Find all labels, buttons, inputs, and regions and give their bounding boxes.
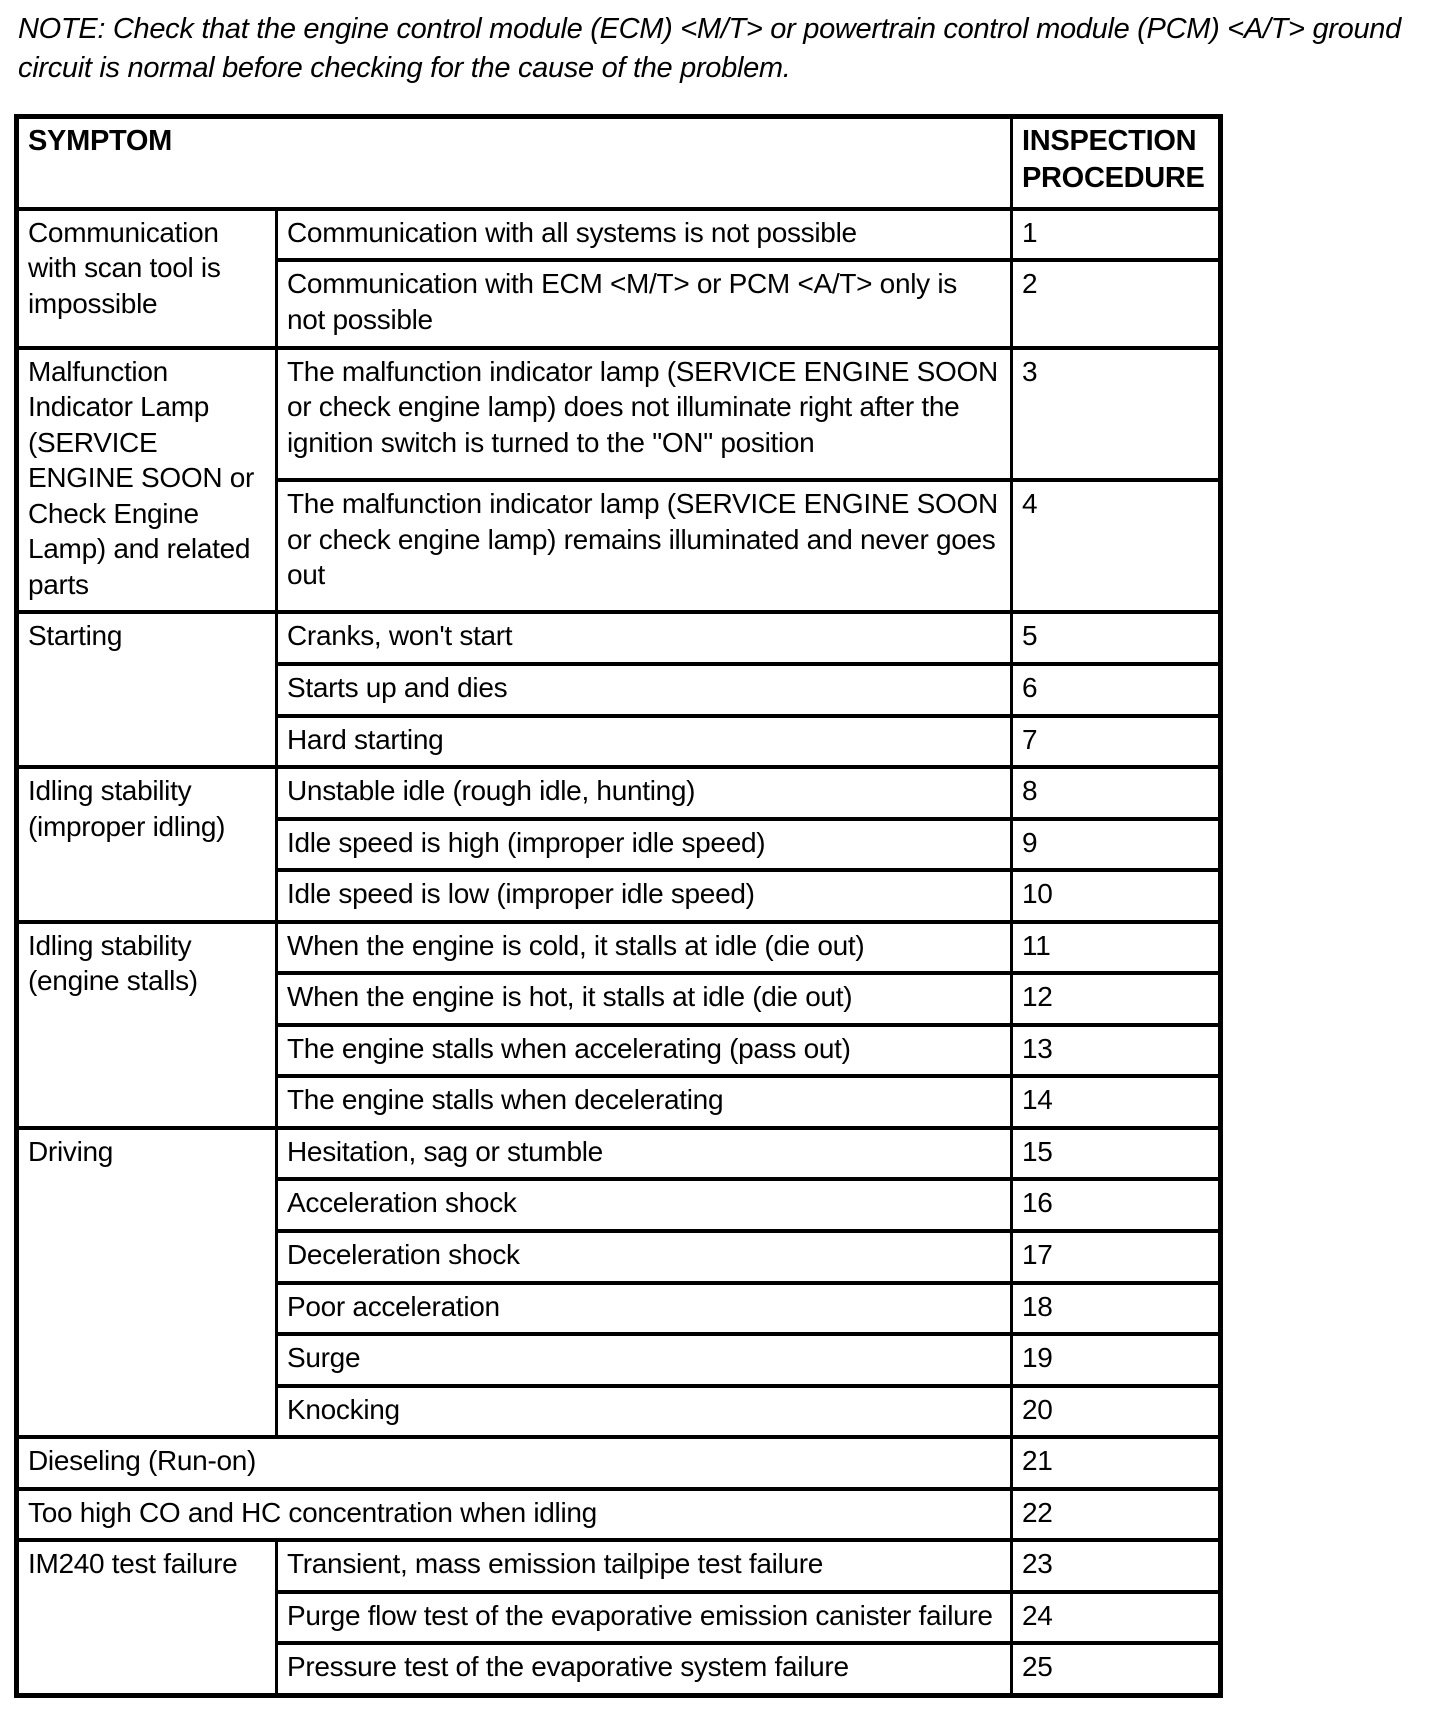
table-row (17, 348, 1221, 480)
procedure-cell: 10 (1012, 870, 1221, 922)
procedure-cell: 24 (1012, 1592, 1221, 1644)
symptom-cell: Idle speed is low (improper idle speed) (277, 870, 1012, 922)
inspection-procedure-column-header: INSPECTION PROCEDURE (1012, 117, 1221, 209)
procedure-cell: 6 (1012, 664, 1221, 716)
symptom-cell: Acceleration shock (277, 1179, 1012, 1231)
symptom-cell: Transient, mass emission tailpipe test failure (277, 1540, 1012, 1592)
symptom-group-cell: Idling stability (engine stalls) (17, 922, 277, 1128)
symptom-cell: Hard starting (277, 716, 1012, 768)
procedure-cell: 21 (1012, 1437, 1221, 1489)
procedure-cell: 11 (1012, 922, 1221, 974)
symptom-group-cell: IM240 test failure (17, 1540, 277, 1695)
symptom-cell: The malfunction indicator lamp (SERVICE ENGINE SOON or check engine lamp) does not illuminate right after the ignition switch is turned to the "ON" position (277, 348, 1012, 480)
procedure-cell: 13 (1012, 1025, 1221, 1077)
symptom-cell: When the engine is hot, it stalls at idle (die out) (277, 973, 1012, 1025)
symptom-cell: Communication with ECM <M/T> or PCM <A/T> only is not possible (277, 260, 1012, 347)
procedure-cell: 1 (1012, 209, 1221, 261)
symptom-cell: Unstable idle (rough idle, hunting) (277, 767, 1012, 819)
symptom-cell: When the engine is cold, it stalls at idle (die out) (277, 922, 1012, 974)
table-row (17, 1128, 1221, 1180)
symptom-cell: Surge (277, 1334, 1012, 1386)
procedure-cell: 2 (1012, 260, 1221, 347)
procedure-cell: 23 (1012, 1540, 1221, 1592)
symptom-cell: The engine stalls when decelerating (277, 1076, 1012, 1128)
procedure-cell: 18 (1012, 1283, 1221, 1335)
symptom-cell: Hesitation, sag or stumble (277, 1128, 1012, 1180)
symptom-cell: Purge flow test of the evaporative emission canister failure (277, 1592, 1012, 1644)
procedure-cell: 7 (1012, 716, 1221, 768)
procedure-cell: 16 (1012, 1179, 1221, 1231)
table-row (17, 767, 1221, 819)
note-text: NOTE: Check that the engine control module (ECM) <M/T> or powertrain control module (PCM) <A/T> ground circuit is normal before checking for the cause of the problem. (18, 13, 1401, 85)
symptom-cell: Dieseling (Run-on) (17, 1437, 1012, 1489)
symptom-cell: Pressure test of the evaporative system failure (277, 1643, 1012, 1695)
procedure-cell: 5 (1012, 612, 1221, 664)
symptom-inspection-table (14, 114, 1223, 1698)
symptom-cell: Starts up and dies (277, 664, 1012, 716)
symptom-column-header: SYMPTOM (17, 117, 1012, 209)
symptom-group-cell: Starting (17, 612, 277, 767)
procedure-cell: 14 (1012, 1076, 1221, 1128)
table-row (17, 1540, 1221, 1592)
symptom-cell: Cranks, won't start (277, 612, 1012, 664)
symptom-group-cell: Driving (17, 1128, 277, 1437)
procedure-cell: 3 (1012, 348, 1221, 480)
table-row (17, 1489, 1221, 1541)
symptom-group-cell: Malfunction Indicator Lamp (SERVICE ENGINE SOON or Check Engine Lamp) and related parts (17, 348, 277, 613)
procedure-cell: 22 (1012, 1489, 1221, 1541)
symptom-cell: The malfunction indicator lamp (SERVICE ENGINE SOON or check engine lamp) remains illuminated and never goes out (277, 480, 1012, 612)
symptom-group-cell: Idling stability (improper idling) (17, 767, 277, 922)
procedure-cell: 8 (1012, 767, 1221, 819)
procedure-cell: 15 (1012, 1128, 1221, 1180)
table-header-row (17, 117, 1221, 209)
symptom-cell: The engine stalls when accelerating (pass out) (277, 1025, 1012, 1077)
symptom-cell: Poor acceleration (277, 1283, 1012, 1335)
procedure-cell: 9 (1012, 819, 1221, 871)
symptom-cell: Knocking (277, 1386, 1012, 1438)
procedure-cell: 4 (1012, 480, 1221, 612)
table-row (17, 209, 1221, 261)
symptom-cell: Communication with all systems is not possible (277, 209, 1012, 261)
table-row (17, 1437, 1221, 1489)
symptom-cell: Idle speed is high (improper idle speed) (277, 819, 1012, 871)
procedure-cell: 12 (1012, 973, 1221, 1025)
symptom-group-cell: Communication with scan tool is impossible (17, 209, 277, 348)
table-row (17, 612, 1221, 664)
symptom-cell: Too high CO and HC concentration when idling (17, 1489, 1012, 1541)
procedure-cell: 19 (1012, 1334, 1221, 1386)
procedure-cell: 17 (1012, 1231, 1221, 1283)
symptom-cell: Deceleration shock (277, 1231, 1012, 1283)
procedure-cell: 20 (1012, 1386, 1221, 1438)
table-row (17, 922, 1221, 974)
procedure-cell: 25 (1012, 1643, 1221, 1695)
